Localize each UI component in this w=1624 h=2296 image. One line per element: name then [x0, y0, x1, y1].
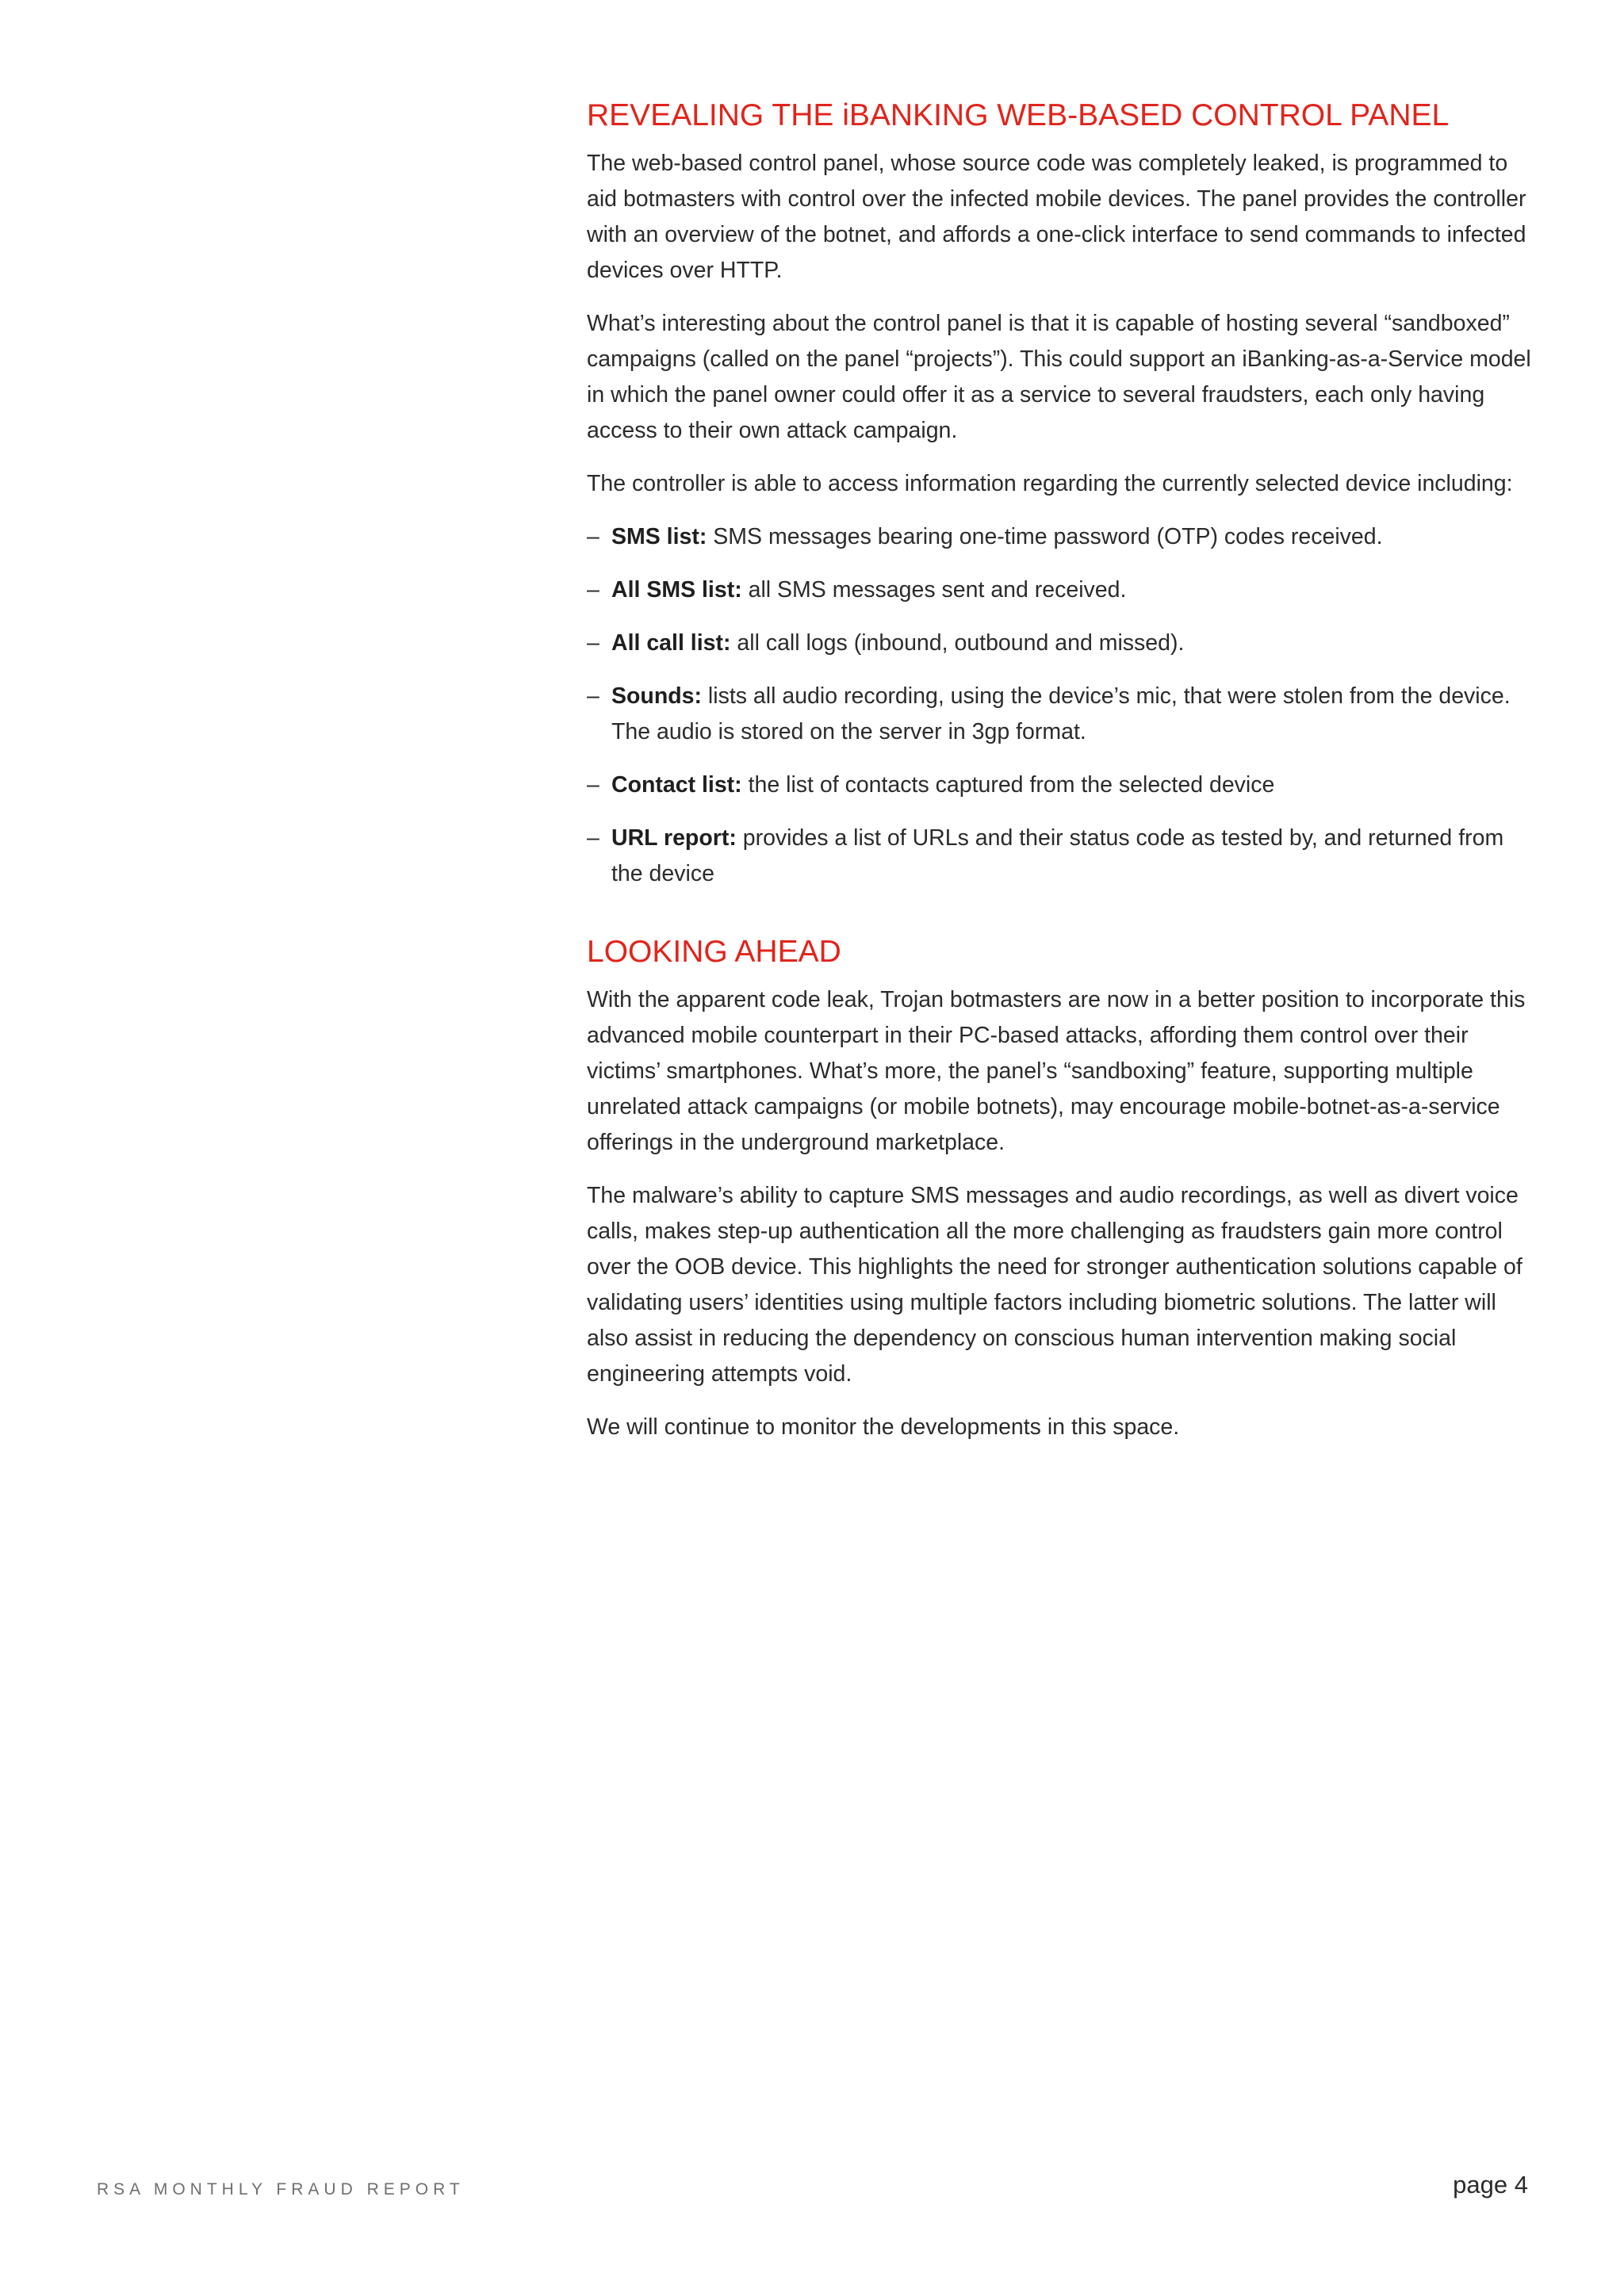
dash-marker: – — [587, 524, 599, 549]
list-item — [587, 821, 1538, 892]
list-item — [587, 572, 1538, 608]
paragraph: The malware’s ability to capture SMS messages and audio recordings, as well as divert voice calls, makes step-up authentication all the more challenging as fraudsters gain more control over the OOB device. This highlights the need for stronger authentication solutions capable of validating users’ identities using multiple factors including biometric solutions. The latter will also assist in reducing the dependency on conscious human intervention making social engineering attempts void. — [587, 1183, 1522, 1387]
list-item-text: SMS messages bearing one-time password (OTP) codes received. — [707, 524, 1383, 549]
dash-marker: – — [587, 630, 599, 656]
list-item-text: lists all audio recording, using the device’s mic, that were stolen from the device. The audio is stored on the server in 3gp format. — [611, 683, 1511, 744]
dash-marker: – — [587, 825, 599, 851]
list-item-term: Contact list: — [611, 772, 742, 798]
list-item-text: the list of contacts captured from the selected device — [741, 772, 1275, 798]
footer-report-name: RSA MONTHLY FRAUD REPORT — [97, 2180, 465, 2198]
paragraph: The web-based control panel, whose source code was completely leaked, is programmed to aid botmasters with control over the infected mobile devices. The panel provides the controller with an overview of the botnet, and affords a one-click interface to send commands to infected devices over HTTP. — [587, 151, 1526, 283]
list-item-term: SMS list: — [611, 524, 707, 549]
list-item-term: All call list: — [611, 630, 731, 656]
list-item — [587, 626, 1538, 661]
list-item-term: All SMS list: — [611, 577, 742, 603]
list-item — [587, 679, 1538, 750]
footer-page-number: page 4 — [1453, 2171, 1528, 2198]
dash-marker: – — [587, 772, 599, 798]
list-item — [587, 767, 1538, 803]
section-heading-looking-ahead: LOOKING AHEAD — [587, 935, 841, 969]
paragraph: We will continue to monitor the developments in this space. — [587, 1414, 1180, 1440]
list-item-text: all call logs (inbound, outbound and missed). — [730, 630, 1185, 656]
paragraph: The controller is able to access information regarding the currently selected device including: — [587, 471, 1513, 496]
list-item — [587, 519, 1538, 555]
list-item-text: all SMS messages sent and received. — [741, 577, 1127, 603]
document-body — [587, 97, 1538, 1463]
section-heading-control-panel: REVEALING THE iBANKING WEB-BASED CONTROL PANEL — [587, 98, 1450, 132]
dash-marker: – — [587, 577, 599, 603]
paragraph: What’s interesting about the control panel is that it is capable of hosting several “sandboxed” campaigns (called on the panel “projects”). This could support an iBanking-as-a-Service model in which the panel owner could offer it as a service to several fraudsters, each only having access to their own attack campaign. — [587, 311, 1531, 443]
list-item-term: Sounds: — [611, 683, 702, 709]
dash-marker: – — [587, 683, 599, 709]
paragraph: With the apparent code leak, Trojan botmasters are now in a better position to incorporate this advanced mobile counterpart in their PC-based attacks, affording them control over their victims’ smartphones. What’s more, the panel’s “sandboxing” feature, supporting multiple unrelated attack campaigns (or mobile botnets), may encourage mobile-botnet-as-a-service offerings in the underground marketplace. — [587, 987, 1526, 1155]
list-item-term: URL report: — [611, 825, 737, 851]
device-info-list — [587, 519, 1538, 892]
list-item-text: provides a list of URLs and their status code as tested by, and returned from the device — [611, 825, 1504, 886]
